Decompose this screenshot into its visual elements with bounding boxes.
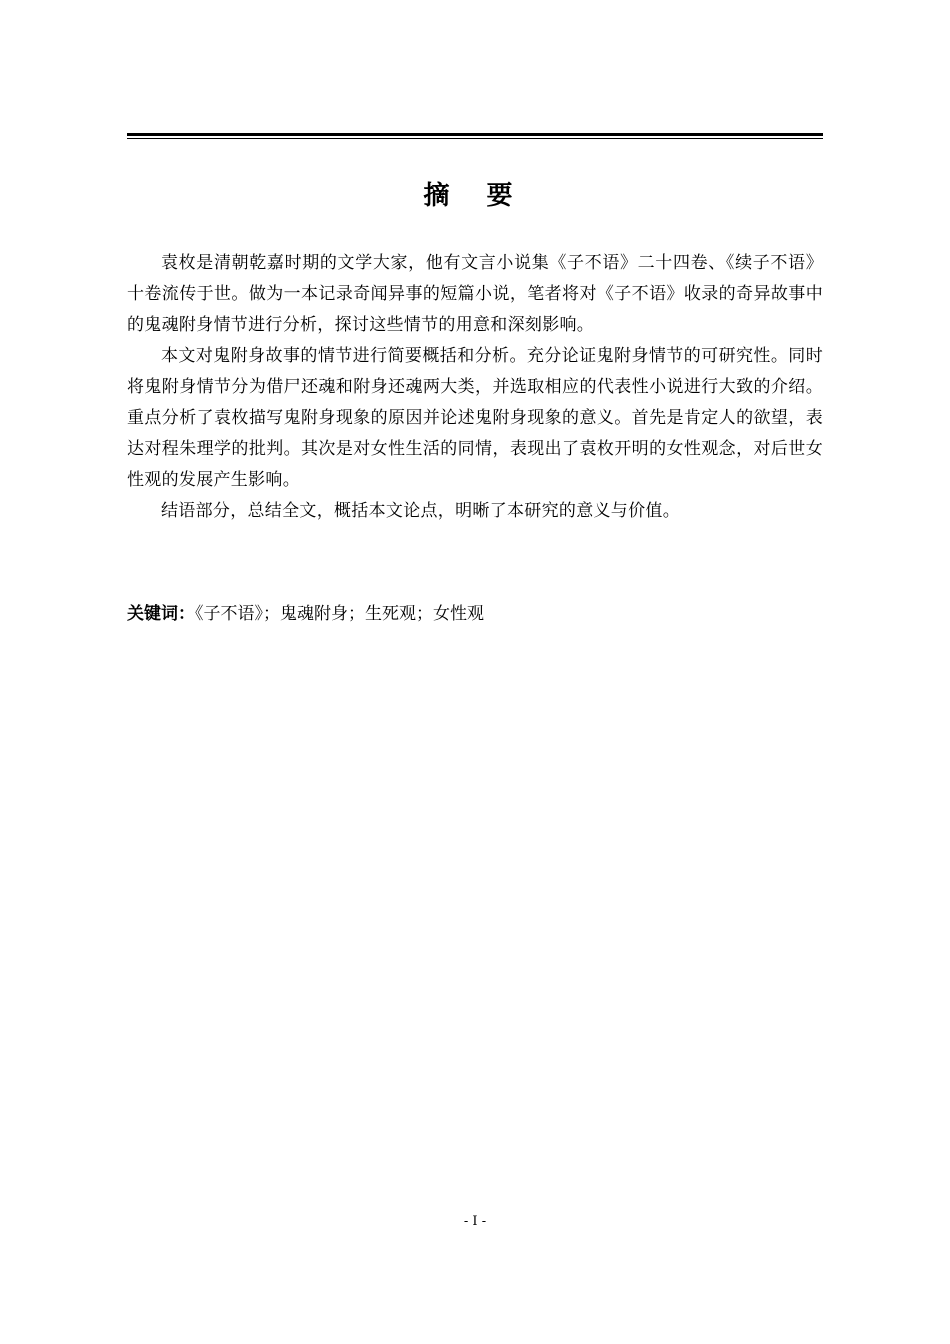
header-rule-thin: [127, 138, 823, 139]
keywords-value: 《子不语》；鬼魂附身；生死观；女性观: [195, 604, 484, 624]
abstract-paragraph-2: 本文对鬼附身故事的情节进行简要概括和分析。充分论证鬼附身情节的可研究性。同时将鬼附身情节分为借尸还魂和附身还魂两大类，并选取相应的代表性小说进行大致的介绍。重点分析了袁枚描写鬼附身现象的原因并论述鬼附身现象的意义。首先是肯定人的欲望，表达对程朱理学的批判。其次是对女性生活的同情，表现出了袁枚开明的女性观念，对后世女性观的发展产生影响。: [127, 346, 823, 490]
abstract-body: [127, 248, 823, 527]
abstract-paragraph-1: 袁枚是清朝乾嘉时期的文学大家，他有文言小说集《子不语》二十四卷、《续子不语》十卷流传于世。做为一本记录奇闻异事的短篇小说，笔者将对《子不语》收录的奇异故事中的鬼魂附身情节进行分析，探讨这些情节的用意和深刻影响。: [127, 253, 823, 335]
keywords-label: 关键词：: [127, 604, 195, 624]
abstract-paragraph-3: 结语部分，总结全文，概括本文论点，明晰了本研究的意义与价值。: [161, 501, 680, 521]
page-title: 摘 要: [423, 181, 527, 211]
page-number: - I -: [463, 1214, 487, 1229]
keywords-line: [127, 600, 823, 628]
header-rule-thick: [127, 133, 823, 136]
